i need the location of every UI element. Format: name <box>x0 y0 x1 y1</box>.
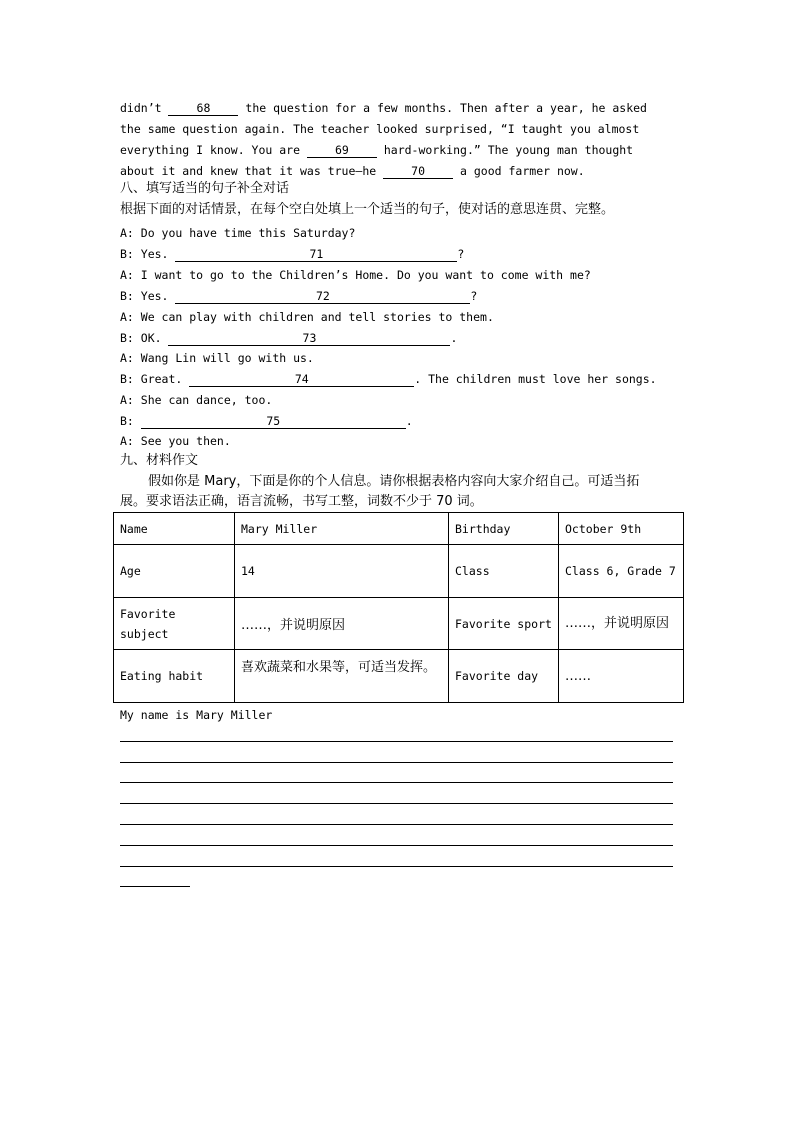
blank-74[interactable]: 74 <box>189 373 414 387</box>
dialog-line <box>120 372 657 387</box>
table-cell: 喜欢蔬菜和水果等，可适当发挥。 <box>235 650 449 703</box>
dialog-line: A: I want to go to the Children’s Home. Do you want to come with me? <box>120 268 591 282</box>
dialog-line <box>120 414 413 429</box>
writing-line[interactable] <box>120 803 673 804</box>
dialog-line: A: She can dance, too. <box>120 393 273 407</box>
essay-start: My name is Mary Miller <box>120 708 273 722</box>
section-9-instruction: 假如你是 Mary，下面是你的个人信息。请你根据表格内容向大家介绍自己。可适当拓 <box>148 474 640 489</box>
cloze-line-1 <box>120 101 647 116</box>
dialog-text: ? <box>470 289 478 303</box>
table-cell: Class <box>449 545 559 598</box>
cloze-line-4 <box>120 164 585 179</box>
table-cell: ……，并说明原因 <box>235 598 449 650</box>
cloze-text: hard-working.” The young man thought <box>376 143 634 157</box>
blank-73[interactable]: 73 <box>168 332 450 346</box>
writing-line[interactable] <box>120 845 673 846</box>
table-cell: ……，并说明原因 <box>559 598 684 650</box>
dialog-text: B: Great. <box>120 372 190 386</box>
table-cell: October 9th <box>559 513 684 545</box>
blank-69[interactable]: 69 <box>307 144 377 158</box>
table-cell: …… <box>559 650 684 703</box>
personal-info-table <box>113 512 684 703</box>
table-row <box>114 513 684 545</box>
dialog-line: A: Wang Lin will go with us. <box>120 351 314 365</box>
table-row <box>114 650 684 703</box>
writing-line[interactable] <box>120 866 673 867</box>
dialog-text: B: Yes. <box>120 289 176 303</box>
dialog-line <box>120 289 477 304</box>
table-cell: Birthday <box>449 513 559 545</box>
table-row <box>114 598 684 650</box>
writing-line[interactable] <box>120 824 673 825</box>
blank-71[interactable]: 71 <box>175 248 457 262</box>
table-cell: Age <box>114 545 235 598</box>
blank-75[interactable]: 75 <box>141 415 406 429</box>
dialog-text: B: <box>120 414 141 428</box>
writing-line[interactable] <box>120 886 190 887</box>
writing-line[interactable] <box>120 762 673 763</box>
table-cell: 14 <box>235 545 449 598</box>
cloze-text: about it and knew that it was true—he <box>120 164 384 178</box>
table-cell: Eating habit <box>114 650 235 703</box>
cloze-text: everything I know. You are <box>120 143 307 157</box>
blank-70[interactable]: 70 <box>383 165 453 179</box>
dialog-text: ? <box>457 247 465 261</box>
cloze-text: a good farmer now. <box>453 164 585 178</box>
table-cell: Favorite day <box>449 650 559 703</box>
table-row <box>114 545 684 598</box>
table-cell: Mary Miller <box>235 513 449 545</box>
dialog-text: B: Yes. <box>120 247 176 261</box>
section-8-title: 八、填写适当的句子补全对话 <box>120 181 290 196</box>
section-9-instruction: 展。要求语法正确，语言流畅，书写工整，词数不少于 70 词。 <box>120 494 483 509</box>
table-cell: Name <box>114 513 235 545</box>
dialog-text: B: OK. <box>120 331 169 345</box>
blank-68[interactable]: 68 <box>168 102 238 116</box>
dialog-line <box>120 331 457 346</box>
dialog-line: A: See you then. <box>120 434 231 448</box>
cloze-text: the question for a few months. Then after a year, he asked <box>238 101 647 115</box>
dialog-text: . <box>405 414 413 428</box>
section-9-title: 九、材料作文 <box>120 453 199 468</box>
cloze-line-3 <box>120 143 633 158</box>
dialog-text: . <box>450 331 458 345</box>
dialog-line: A: We can play with children and tell stories to them. <box>120 310 494 324</box>
cloze-line-2: the same question again. The teacher looked surprised, “I taught you almost <box>120 122 640 136</box>
blank-72[interactable]: 72 <box>175 290 470 304</box>
dialog-line <box>120 247 464 262</box>
dialog-text: . The children must love her songs. <box>414 372 657 386</box>
section-8-instruction: 根据下面的对话情景，在每个空白处填上一个适当的句子，使对话的意思连贯、完整。 <box>120 202 615 217</box>
table-cell: Favorite subject <box>114 598 235 650</box>
writing-line[interactable] <box>120 741 673 742</box>
table-cell: Class 6, Grade 7 <box>559 545 684 598</box>
table-cell: Favorite sport <box>449 598 559 650</box>
writing-line[interactable] <box>120 782 673 783</box>
cloze-text: didn’t <box>120 101 169 115</box>
dialog-line: A: Do you have time this Saturday? <box>120 226 356 240</box>
